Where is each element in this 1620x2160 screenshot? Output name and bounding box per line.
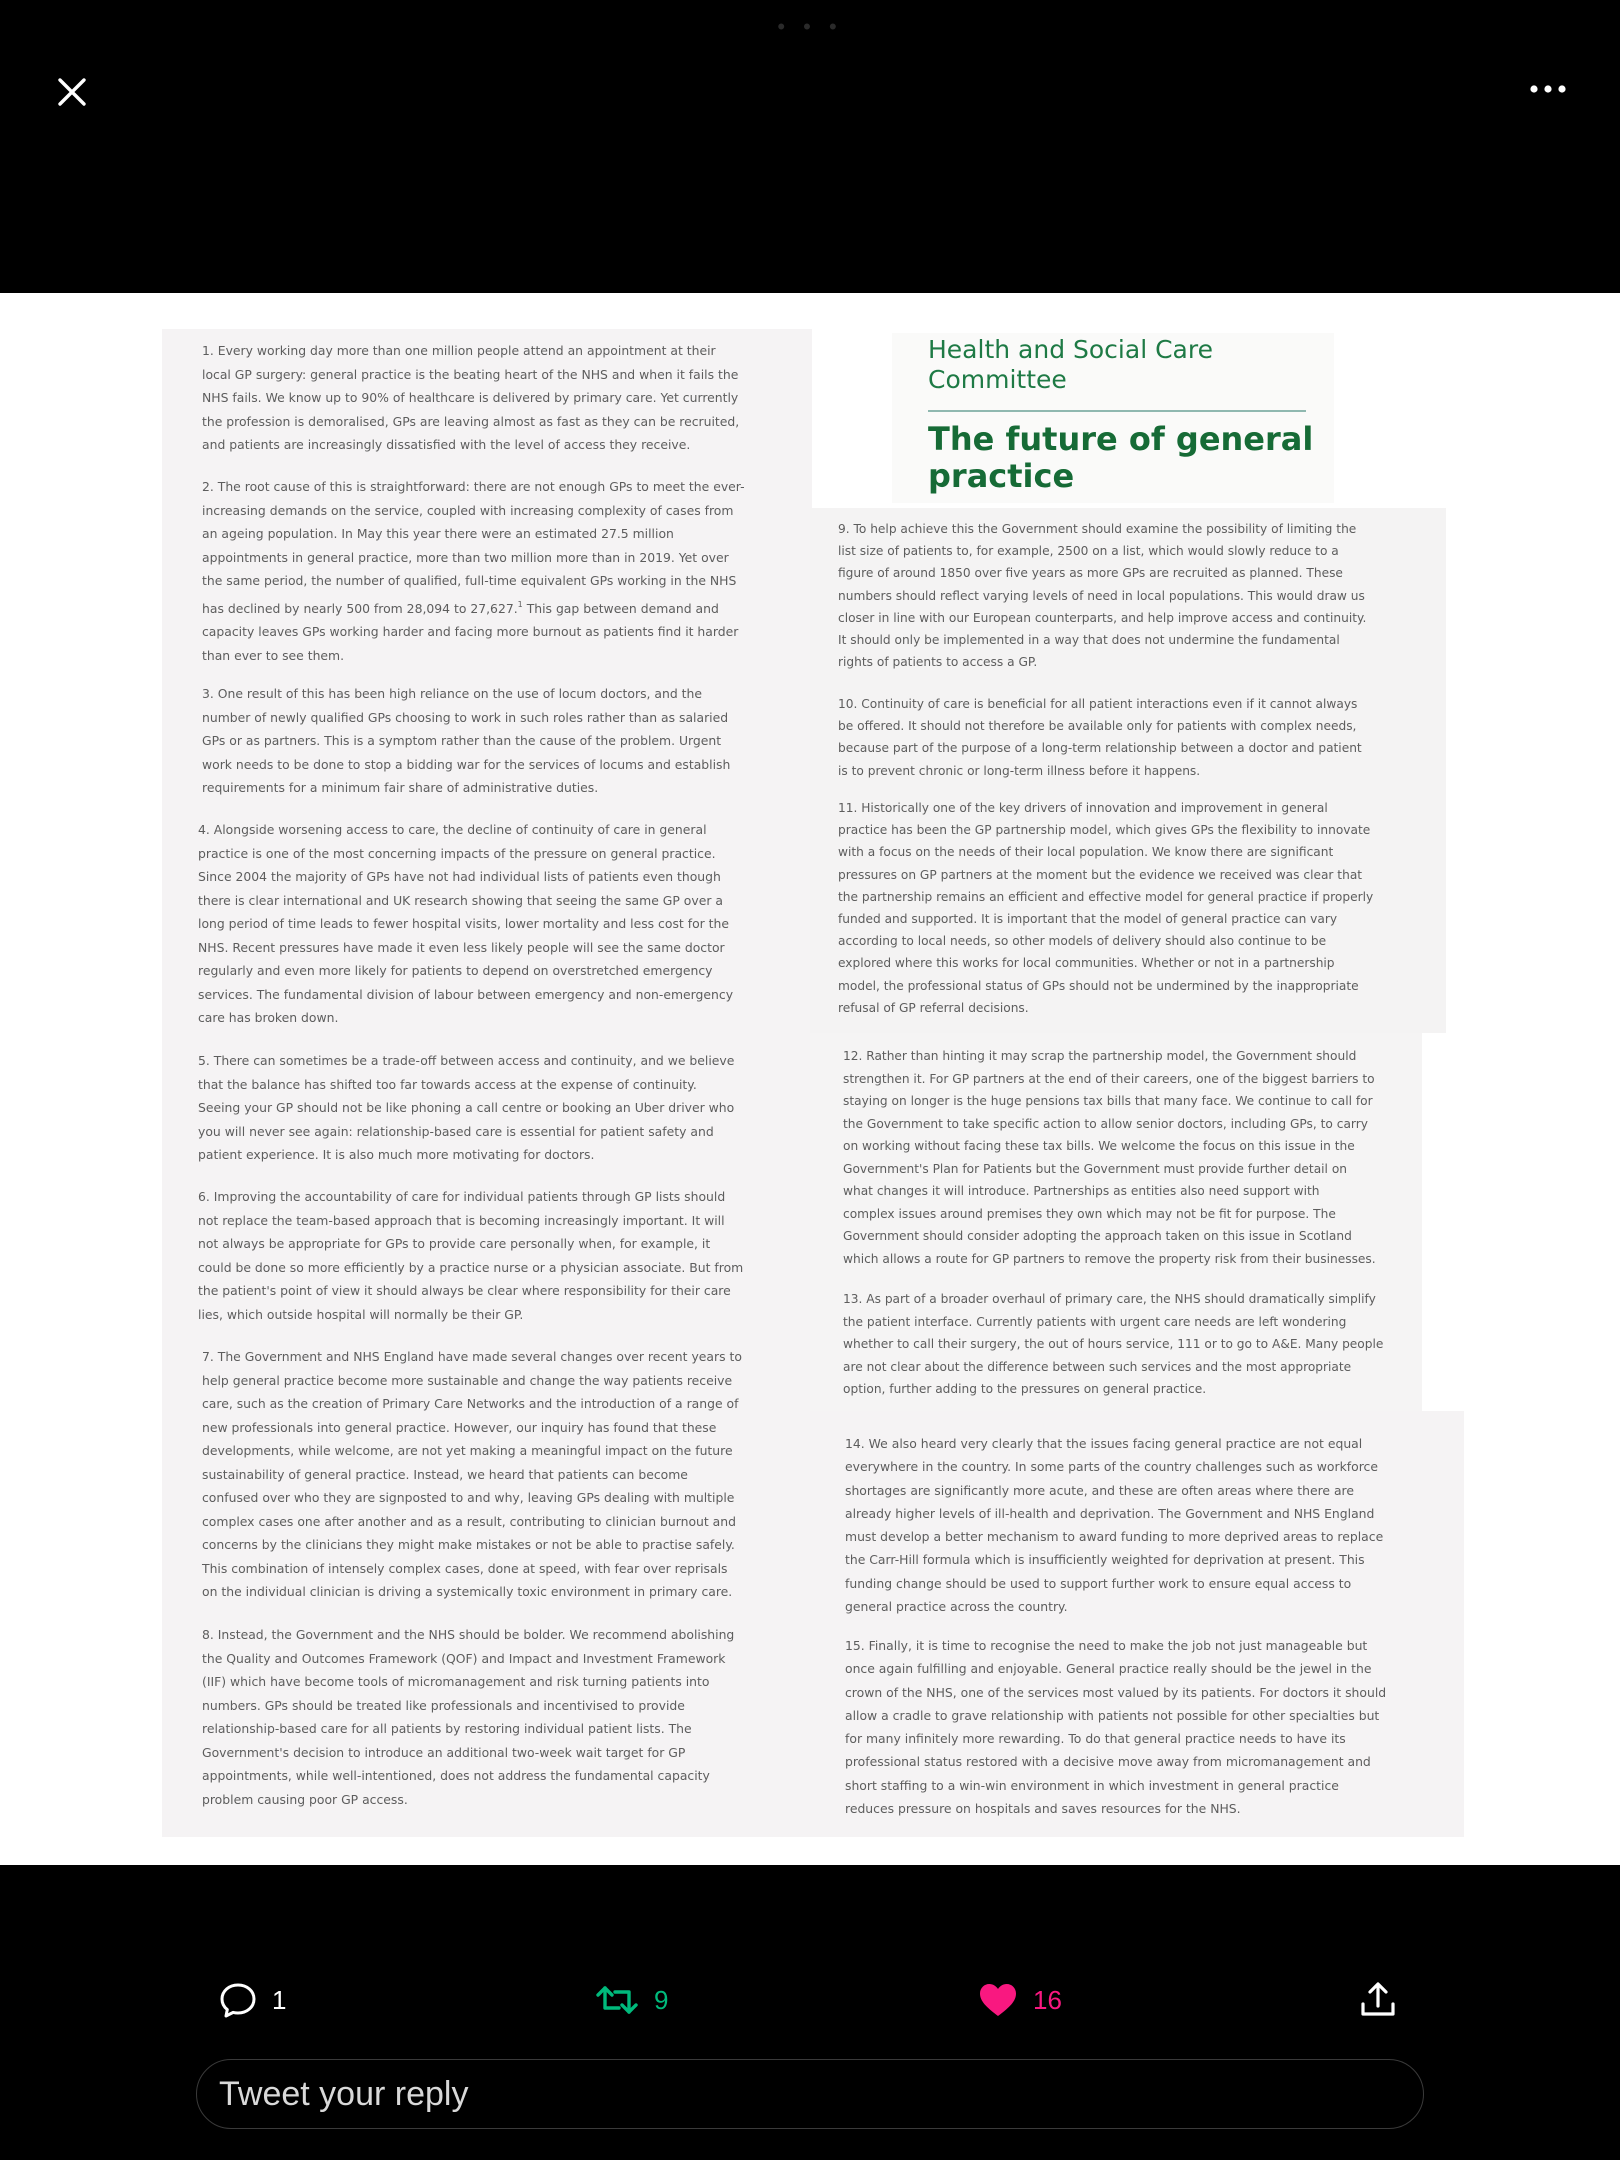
retweet-count: 9 (654, 1984, 669, 2015)
paragraph-13: 13. As part of a broader overhaul of primary care, the NHS should dramatically simplify the patient interface. Currently patients with urgent care needs are left wondering whether to call their surgery, the out of hours service, 111 or to go to A&E. Many people are not clear about the difference between such services and the most appropriate option, further adding to the pressures on general practice. (843, 1292, 1384, 1396)
paragraph-7: 7. The Government and NHS England have made several changes over recent years to help general practice become more sustainable and change the way patients receive care, such as the creation of Primary Care Networks and the introduction of a range of new professionals into general practice. However, our inquiry has found that these developments, while welcome, are not yet making a meaningful impact on the future sustainability of general practice. Instead, we heard that patients can become confused over who they are signposted to and why, leaving GPs dealing with multiple complex cases one after another and as a result, contributing to clinician burnout and concerns by the clinicians they might make mistakes or not be able to practise safely. This combination of intensely complex cases, done at speed, with fear over reprisals on the individual clinician is driving a systemically toxic environment in primary care. (202, 1349, 742, 1599)
reply-icon (218, 1980, 258, 2020)
header-divider (928, 410, 1306, 412)
footnote-marker: 1 (517, 599, 523, 609)
paragraph-15: 15. Finally, it is time to recognise the need to make the job not just manageable but once again fulfilling and enjoyable. General practice really should be the jewel in the crown of the NHS, one of the services most valued by its patients. For doctors it should allow a cradle to grave relationship with patients not possible for other specialties but for many infinitely more rewarding. To do that general practice needs to have its professional status restored with a decisive move away from micromanagement and short staffing to a win-win environment in which investment in general practice reduces pressure on hospitals and saves resources for the NHS. (845, 1638, 1387, 1817)
paragraph-2-text: 2. The root cause of this is straightforward: there are not enough GPs to meet the ever- increasing demands on the service, coupled with increasing complexity of cases from an ageing population. In May this year there were an estimated 27.5 million appointments in general practice, more than two million more than in 2019. Yet over the same period, the number of qualified, full-time equivalent GPs working in the NHS has declined by nearly 500 from 28,094 to 27,627. (202, 479, 745, 616)
retweet-button[interactable] (594, 1980, 668, 2020)
share-icon (1358, 1980, 1398, 2020)
reply-box[interactable] (196, 2059, 1424, 2129)
reply-count: 1 (272, 1984, 287, 2015)
paragraph-14: 14. We also heard very clearly that the issues facing general practice are not equal everywhere in the country. In some parts of the country challenges such as workforce shortages are significantly more acute, and these are often areas where there are already higher levels of ill-health and deprivation. The Government and NHS England must develop a better mechanism to award funding to more deprived areas to replace the Carr-Hill formula which is insufficiently weighted for deprivation at present. This funding change should be used to support further work to ensure equal access to general practice across the country. (845, 1436, 1384, 1615)
heart-icon (977, 1980, 1019, 2020)
paragraph-3: 3. One result of this has been high reliance on the use of locum doctors, and the number of newly qualified GPs choosing to work in such roles rather than as salaried GPs or as partners. This is a symptom rather than the cause of the problem. Urgent work needs to be done to stop a bidding war for the services of locums and establish requirements for a minimum fair share of administrative duties. (202, 686, 731, 795)
committee-name: Health and Social Care Committee (928, 335, 1213, 394)
retweet-icon (594, 1980, 640, 2020)
like-count: 16 (1033, 1984, 1062, 2015)
paragraph-1: 1. Every working day more than one million people attend an appointment at their local GP surgery: general practice is the beating heart of the NHS and when it fails the NHS fails. We know up to 90% of healthcare is delivered by primary care. Yet currently the profession is demoralised, GPs are leaving almost as fast as they can be recruited, and patients are increasingly dissatisfied with the level of access they receive. (202, 343, 740, 452)
close-icon (50, 70, 94, 114)
reply-button[interactable] (218, 1980, 286, 2020)
paragraph-2 (202, 475, 745, 667)
tweet-image[interactable] (0, 293, 1620, 1865)
paragraph-11: 11. Historically one of the key drivers of innovation and improvement in general practice has been the GP partnership model, which gives GPs the flexibility to innovate with a focus on the needs of their local population. We know there are significant pressures on GP partners at the moment but the evidence we received was clear that the partnership remains an efficient and effective model for general practice if properly funded and supported. It is important that the model of general practice can vary according to local needs, so other models of delivery should also continue to be explored where this works for local communities. Whether or not in a partnership model, the professional status of GPs should not be undermined by the inappropriate refusal of GP referral decisions. (838, 801, 1374, 1015)
tweet-action-bar (0, 1960, 1620, 2040)
report-title: The future of general practice (928, 420, 1314, 495)
paragraph-12: 12. Rather than hinting it may scrap the partnership model, the Government should strengthen it. For GP partners at the end of their careers, one of the biggest barriers to staying on longer is the huge pensions tax bills that many face. We continue to call for the Government to take specific action to allow senior doctors, including GPs, to carry on working without facing these tax bills. We welcome the focus on this issue in the Government's Plan for Patients but the Government must provide further detail on what changes it will introduce. Partnerships as entities also need support with complex issues around premises they own which may not be fit for purpose. The Government should consider adopting the approach taken on this issue in Scotland which allows a route for GP partners to remove the property risk from their businesses. (843, 1049, 1376, 1266)
more-options-button[interactable] (1526, 74, 1570, 104)
reply-input[interactable] (219, 2075, 1399, 2114)
paragraph-9: 9. To help achieve this the Government should examine the possibility of limiting the list size of patients to, for example, 2500 on a list, which would slowly reduce to a figure of around 1850 over five years as more GPs are recruited as planned. These numbers should reflect varying levels of need in local populations. This would draw us closer in line with our European counterparts, and help improve access and continuity. It should only be implemented in a way that does not undermine the fundamental rights of patients to access a GP. (838, 522, 1367, 670)
like-button[interactable] (977, 1980, 1062, 2020)
paragraph-6: 6. Improving the accountability of care for individual patients through GP lists should not replace the team-based approach that is becoming increasingly important. It will not always be appropriate for GPs to provide care personally when, for example, it could be done so more efficiently by a practice nurse or a physician associate. But from the patient's point of view it should always be clear where responsibility for their care lies, which outside hospital will normally be their GP. (198, 1189, 744, 1322)
paragraph-2-text-end: This gap between demand and capacity leaves GPs working harder and facing more burnout as patients find it harder than ever to see them. (202, 600, 739, 663)
paragraph-5: 5. There can sometimes be a trade-off between access and continuity, and we believe that the balance has shifted too far towards access at the expense of continuity. Seeing your GP should not be like phoning a call centre or booking an Uber driver who you will never see again: relationship-based care is essential for patient safety and patient experience. It is also much more motivating for doctors. (198, 1053, 735, 1162)
paragraph-10: 10. Continuity of care is beneficial for all patient interactions even if it cannot always be offered. It should not therefore be available only for patients with complex needs, because part of the purpose of a long-term relationship between a doctor and patient is to prevent chronic or long-term illness before it happens. (838, 697, 1362, 778)
close-button[interactable] (50, 70, 94, 114)
paragraph-8: 8. Instead, the Government and the NHS should be bolder. We recommend abolishing the Quality and Outcomes Framework (QOF) and Impact and Investment Framework (IIF) which have become tools of micromanagement and risk turning patients into numbers. GPs should be treated like professionals and incentivised to provide relationship-based care for all patients by restoring individual patient lists. The Government's decision to introduce an additional two-week wait target for GP appointments, while well-intentioned, does not address the fundamental capacity problem causing poor GP access. (202, 1627, 735, 1807)
share-button[interactable] (1358, 1980, 1398, 2020)
paragraph-4: 4. Alongside worsening access to care, the decline of continuity of care in general practice is one of the most concerning impacts of the pressure on general practice. Since 2004 the majority of GPs have not had individual lists of patients even though there is clear international and UK research showing that seeing the same GP over a long period of time leads to fewer hospital visits, lower mortality and less cost for the NHS. Recent pressures have made it even less likely people will see the same doctor regularly and even more likely for patients to depend on overstretched emergency services. The fundamental division of labour between emergency and non-emergency care has broken down. (198, 822, 734, 1025)
drag-handle: • • • (777, 14, 843, 39)
more-horizontal-icon (1526, 74, 1570, 104)
